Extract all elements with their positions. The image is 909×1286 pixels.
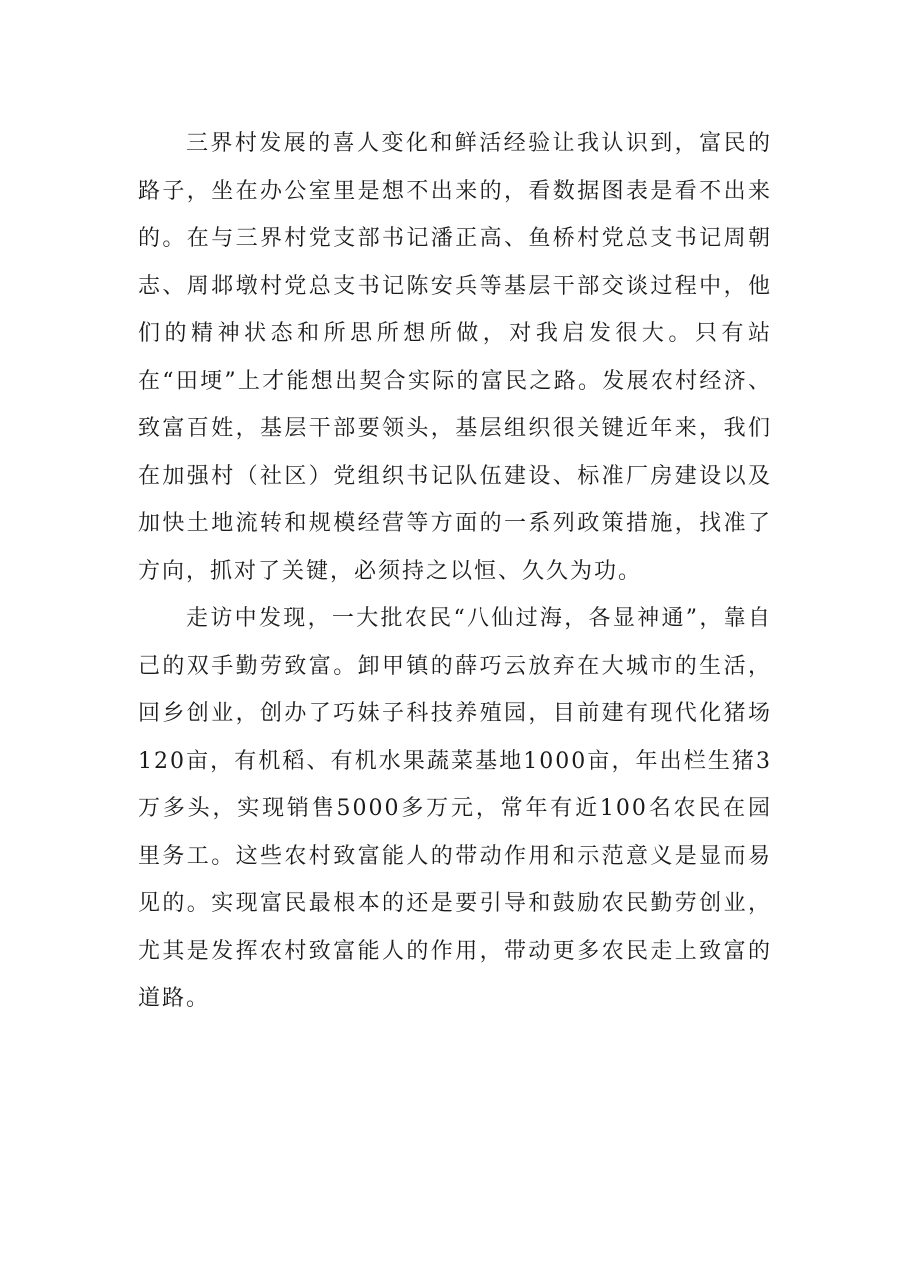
- paragraph-2: 走访中发现，一大批农民“八仙过海，各显神通”，靠自己的双手勤劳致富。卸甲镇的薛巧云放弃在大城市的生活，回乡创业，创办了巧妹子科技养殖园，目前建有现代化猪场120亩，有机稻、有机水果蔬菜基地1000亩，年出栏生猪3万多头，实现销售5000多万元，常年有近100名农民在园里务工。这些农村致富能人的带动作用和示范意义是显而易见的。实现富民最根本的还是要引导和鼓励农民勤劳创业，尤其是发挥农村致富能人的作用，带动更多农民走上致富的道路。: [138, 606, 772, 1011]
- document-body: [138, 120, 772, 1023]
- paragraph-1: 三界村发展的喜人变化和鲜活经验让我认识到，富民的路子，坐在办公室里是想不出来的，看数据图表是看不出来的。在与三界村党支部书记潘正高、鱼桥村党总支书记周朝志、周邶墩村党总支书记陈安兵等基层干部交谈过程中，他们的精神状态和所思所想所做，对我启发很大。只有站在“田埂”上才能想出契合实际的富民之路。发展农村经济、致富百姓，基层干部要领头，基层组织很关键近年来，我们在加强村（社区）党组织书记队伍建设、标准厂房建设以及加快土地流转和规模经营等方面的一系列政策措施，找准了方向，抓对了关键，必须持之以恒、久久为功。: [138, 131, 772, 584]
